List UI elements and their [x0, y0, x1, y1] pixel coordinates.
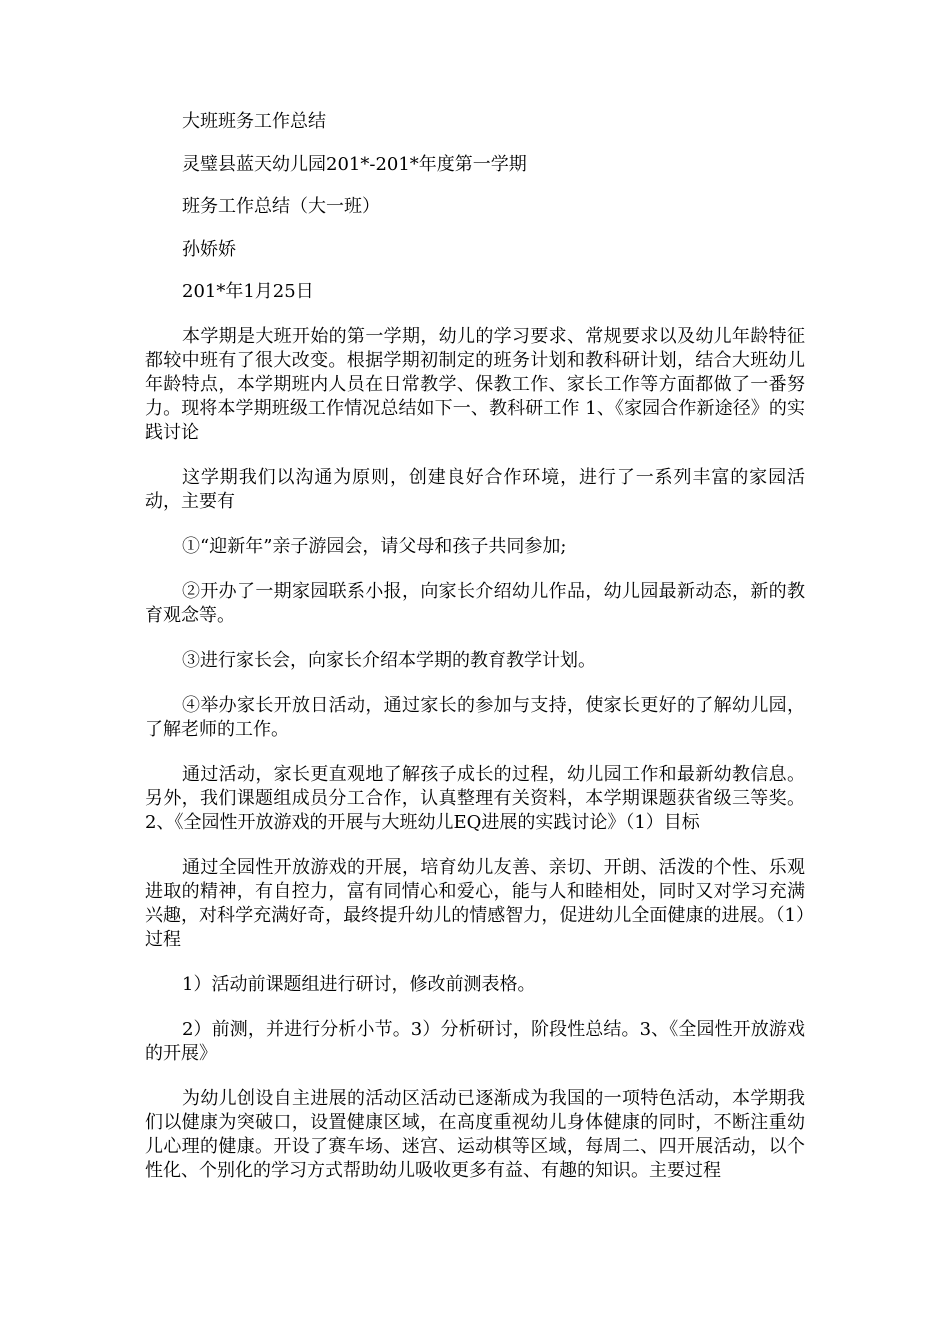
document-subtitle: 班务工作总结（大一班） [182, 196, 380, 217]
paragraph: 1）活动前课题组进行研讨，修改前测表格。 [182, 974, 536, 995]
author-name: 孙娇娇 [182, 238, 236, 260]
paragraph: ①“迎新年”亲子游园会，请父母和孩子共同参加; [182, 536, 567, 557]
paragraph: ④举办家长开放日活动，通过家长的参加与支持，使家长更好的了解幼儿园，了解老师的工作。 [145, 695, 805, 740]
document-date: 201*年1月25日 [182, 281, 314, 302]
paragraph: ②开办了一期家园联系小报，向家长介绍幼儿作品，幼儿园最新动态，新的教育观念等。 [145, 581, 805, 626]
paragraph: 本学期是大班开始的第一学期，幼儿的学习要求、常规要求以及幼儿年龄特征都较中班有了很大改变。根据学期初制定的班务计划和教科研计划，结合大班幼儿年龄特点，本学期班内人员在日常教学、保教工作、家长工作等方面都做了一番努力。现将本学期班级工作情况总结如下一、教科研工作 1、《家园合作新途径》的实践讨论 [145, 326, 805, 443]
paragraph: 通过活动，家长更直观地了解孩子成长的过程，幼儿园工作和最新幼教信息。另外，我们课题组成员分工合作，认真整理有关资料，本学期课题获省级三等奖。2、《全园性开放游戏的开展与大班幼儿EQ进展的实践讨论》（1）目标 [145, 764, 805, 833]
paragraph: 2）前测，并进行分析小节。3）分析研讨，阶段性总结。3、《全园性开放游戏的开展》 [145, 1019, 805, 1064]
document-title: 大班班务工作总结 [182, 111, 326, 132]
paragraph: ③进行家长会，向家长介绍本学期的教育教学计划。 [182, 650, 596, 671]
paragraph: 通过全园性开放游戏的开展，培育幼儿友善、亲切、开朗、活泼的个性、乐观进取的精神，有自控力，富有同情心和爱心，能与人和睦相处，同时又对学习充满兴趣，对科学充满好奇，最终提升幼儿的情感智力，促进幼儿全面健康的进展。（1）过程 [145, 857, 805, 950]
organization-line: 灵璧县蓝天幼儿园201*-201*年度第一学期 [182, 153, 527, 175]
paragraph: 这学期我们以沟通为原则，创建良好合作环境，进行了一系列丰富的家园活动，主要有 [145, 467, 805, 512]
document-body [145, 110, 805, 1183]
paragraph: 为幼儿创设自主进展的活动区活动已逐渐成为我国的一项特色活动，本学期我们以健康为突破口，设置健康区域，在高度重视幼儿身体健康的同时，不断注重幼儿心理的健康。开设了赛车场、迷宫、运动棋等区域，每周二、四开展活动，以个性化、个别化的学习方式帮助幼儿吸收更多有益、有趣的知识。主要过程 [145, 1088, 805, 1181]
